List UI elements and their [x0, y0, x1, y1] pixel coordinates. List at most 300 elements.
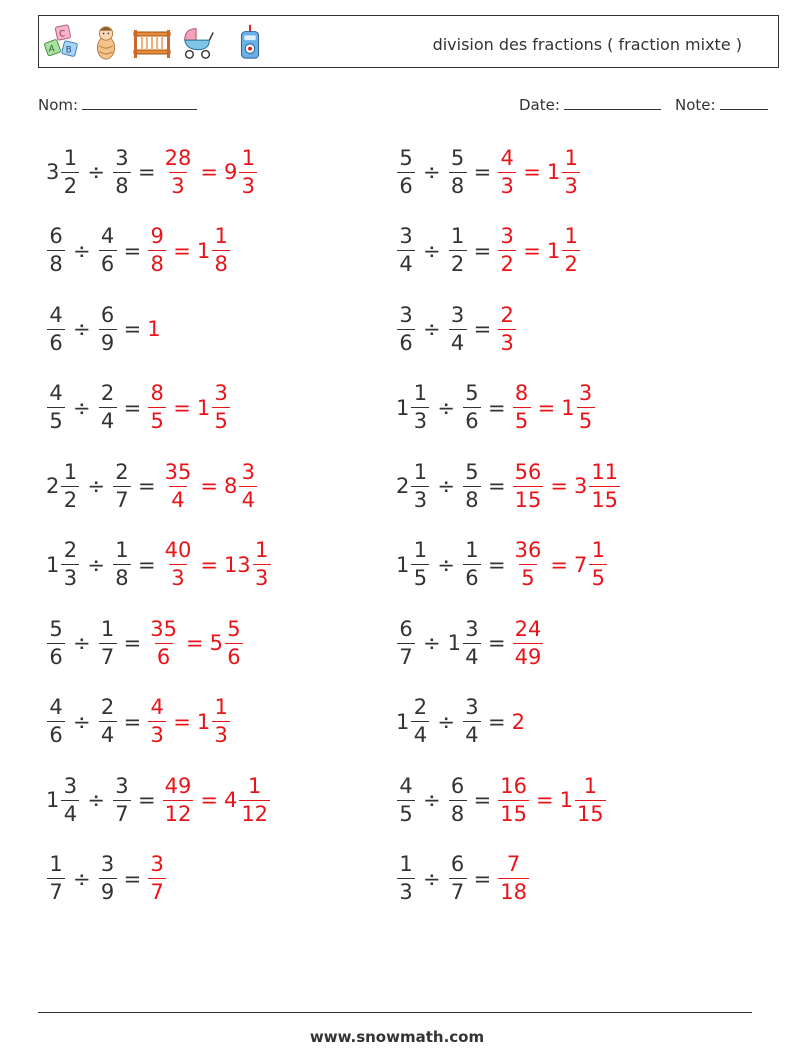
numerator: 11: [591, 459, 619, 484]
fraction: [61, 459, 79, 512]
denominator: 9: [99, 329, 117, 354]
whole-part: 1: [396, 395, 410, 420]
equals-sign: =: [123, 709, 142, 734]
mixed-number: [512, 616, 545, 669]
numerator: 8: [150, 381, 164, 405]
mixed-number: [462, 697, 482, 746]
fraction: [47, 697, 65, 746]
fraction: [148, 226, 166, 275]
numerator: 4: [49, 695, 63, 719]
numerator: 2: [115, 459, 129, 484]
fraction: [449, 302, 467, 355]
fraction: [239, 145, 257, 198]
whole-part: 1: [196, 709, 211, 734]
whole-part: 1: [396, 709, 410, 734]
numerator: 4: [399, 773, 413, 798]
mixed-number: [98, 616, 118, 669]
numerator: 4: [150, 695, 164, 719]
denominator: 8: [212, 250, 230, 275]
equals-sign: =: [123, 317, 142, 341]
denominator: 5: [397, 800, 415, 825]
fraction: [498, 773, 529, 826]
name-field: [38, 93, 197, 114]
fraction: [253, 540, 271, 589]
fraction: [589, 459, 620, 512]
mixed-number: [396, 773, 416, 826]
fraction: [99, 226, 117, 275]
numerator: 6: [49, 224, 63, 248]
problem-item: [46, 142, 258, 202]
problem-item: [396, 299, 517, 359]
denominator: 12: [164, 801, 192, 826]
denominator: 2: [61, 172, 79, 197]
denominator: 5: [212, 407, 230, 432]
divide-sign: ÷: [423, 788, 441, 812]
numerator: 3: [465, 695, 479, 719]
divide-sign: ÷: [437, 709, 455, 734]
numerator: 3: [399, 302, 413, 327]
note-blank[interactable]: [720, 93, 768, 110]
fraction: [498, 226, 516, 275]
numerator: 5: [49, 616, 63, 641]
mixed-number: [497, 226, 517, 275]
denominator: 6: [463, 407, 481, 432]
fraction: [99, 383, 117, 432]
numerator: 3: [241, 459, 255, 484]
numerator: 1: [583, 773, 597, 798]
mixed-number: [448, 854, 468, 903]
denominator: 15: [591, 487, 619, 512]
mixed-number: [547, 226, 581, 275]
fraction: [513, 383, 531, 432]
numerator: 1: [115, 538, 129, 562]
numerator: 3: [450, 302, 465, 327]
fraction: [239, 773, 270, 826]
mixed-number: [396, 540, 430, 589]
fraction: [513, 459, 544, 512]
fraction: [47, 226, 65, 275]
whole-part: 1: [396, 552, 410, 577]
numerator: 1: [214, 695, 228, 719]
problem-item: [396, 142, 581, 202]
denominator: 9: [99, 878, 117, 903]
fraction: [498, 854, 529, 903]
denominator: 3: [562, 172, 580, 197]
numerator: 3: [500, 224, 514, 248]
numerator: 2: [100, 381, 115, 405]
mixed-number: [512, 540, 545, 589]
fraction: [99, 302, 117, 355]
divide-sign: ÷: [87, 160, 105, 184]
equals-sign: =: [123, 238, 142, 263]
fraction: [463, 697, 481, 746]
divide-sign: ÷: [73, 395, 91, 420]
denominator: 8: [113, 564, 131, 589]
mixed-number: [162, 540, 195, 589]
fraction: [163, 459, 194, 512]
denominator: 4: [99, 407, 117, 432]
equals-sign: =: [487, 709, 506, 734]
footer-divider: [38, 1012, 752, 1013]
whole-part: 2: [396, 474, 410, 498]
denominator: 3: [253, 564, 271, 589]
denominator: 4: [463, 643, 481, 668]
whole-part: 7: [573, 552, 588, 577]
numerator: 3: [115, 773, 129, 798]
fraction: [463, 383, 481, 432]
mixed-number: [46, 854, 66, 903]
mixed-number: [546, 145, 581, 198]
problem-item: [46, 770, 271, 830]
mixed-number: [98, 697, 118, 746]
divide-sign: ÷: [437, 395, 455, 420]
denominator: 4: [61, 800, 79, 825]
numerator: 1: [564, 145, 578, 170]
numerator: 3: [214, 381, 228, 405]
fraction: [449, 145, 467, 198]
mixed-number: [223, 773, 271, 826]
divide-sign: ÷: [437, 552, 455, 577]
numerator: 24: [514, 616, 542, 641]
mixed-number: [559, 773, 607, 826]
mixed-number: [197, 697, 231, 746]
mixed-number: [147, 317, 161, 341]
problem-item: [46, 221, 231, 281]
divide-sign: ÷: [87, 788, 105, 812]
fraction: [99, 854, 117, 903]
mixed-number: [497, 145, 517, 198]
fraction: [498, 302, 516, 355]
denominator: 3: [411, 486, 429, 511]
denominator: 7: [113, 486, 131, 511]
denominator: 6: [47, 721, 65, 746]
whole-part: 4: [223, 788, 238, 812]
mixed-number: [98, 854, 118, 903]
denominator: 6: [225, 643, 243, 668]
mixed-number: [209, 616, 244, 669]
equals-sign: =: [487, 395, 506, 420]
denominator: 12: [241, 801, 269, 826]
fraction: [397, 302, 415, 355]
problem-item: [46, 613, 244, 673]
fraction: [577, 383, 595, 432]
mixed-number: [197, 226, 231, 275]
denominator: 3: [169, 172, 187, 197]
numerator: 2: [63, 538, 78, 562]
numerator: 5: [465, 381, 479, 405]
mixed-number: [448, 773, 468, 826]
mixed-number: [223, 459, 258, 512]
mixed-number: [396, 697, 430, 746]
note-field: [675, 93, 768, 114]
equals-sign: =: [123, 631, 142, 655]
whole-part: 9: [223, 160, 238, 184]
denominator: 4: [169, 486, 187, 511]
fraction: [61, 773, 79, 826]
date-field: [519, 93, 661, 114]
equals-sign: =: [173, 709, 191, 734]
mixed-number: [497, 302, 517, 355]
fraction: [449, 854, 467, 903]
denominator: 3: [411, 407, 429, 432]
denominator: 6: [99, 250, 117, 275]
denominator: 8: [463, 486, 481, 511]
numerator: 40: [164, 538, 192, 562]
equals-sign: =: [200, 552, 218, 577]
divide-sign: ÷: [87, 552, 105, 577]
numerator: 1: [100, 616, 115, 641]
denominator: 4: [463, 721, 481, 746]
denominator: 4: [397, 250, 415, 275]
mixed-number: [147, 616, 180, 669]
fraction: [113, 459, 131, 512]
mixed-number: [512, 459, 545, 512]
equals-sign: =: [535, 788, 554, 812]
fraction: [148, 616, 179, 669]
mixed-number: [497, 854, 530, 903]
numerator: 1: [49, 852, 63, 876]
mixed-number: [396, 226, 416, 275]
divide-sign: ÷: [73, 709, 91, 734]
divide-sign: ÷: [73, 631, 91, 655]
abc-blocks-icon: [43, 22, 81, 62]
svg-text:A: A: [48, 44, 55, 55]
equals-sign: =: [473, 788, 492, 812]
numerator: 3: [150, 852, 164, 876]
problem-item: [396, 770, 607, 830]
fraction: [397, 773, 415, 826]
denominator: 3: [397, 878, 415, 903]
denominator: 2: [498, 250, 516, 275]
mixed-number: [574, 540, 608, 589]
denominator: 6: [47, 643, 65, 668]
denominator: 4: [449, 329, 467, 354]
problem-item: [396, 849, 530, 909]
numerator: 1: [399, 852, 413, 876]
crib-icon: [131, 22, 173, 62]
equals-sign: =: [173, 395, 191, 420]
numerator: 1: [413, 459, 428, 484]
divide-sign: ÷: [87, 474, 105, 498]
equals-sign: =: [200, 788, 218, 812]
mixed-number: [512, 710, 526, 734]
numerator: 3: [63, 773, 78, 798]
denominator: 3: [498, 172, 516, 197]
fraction: [463, 616, 481, 669]
numerator: 2: [413, 695, 428, 719]
mixed-number: [98, 226, 118, 275]
whole-part: 1: [147, 317, 161, 341]
denominator: 8: [113, 172, 131, 197]
numerator: 5: [399, 145, 413, 170]
fraction: [575, 773, 606, 826]
whole-part: 1: [546, 160, 561, 184]
problem-item: [396, 221, 581, 281]
problem-item: [396, 378, 596, 438]
fraction: [397, 854, 415, 903]
mixed-number: [46, 697, 66, 746]
denominator: 5: [411, 564, 429, 589]
denominator: 18: [500, 880, 527, 904]
equals-sign: =: [137, 552, 156, 577]
denominator: 15: [500, 801, 527, 826]
mixed-number: [462, 383, 482, 432]
equals-sign: =: [473, 317, 492, 341]
equals-sign: =: [200, 474, 218, 498]
baby-monitor-icon: [231, 22, 269, 62]
mixed-number: [561, 383, 595, 432]
numerator: 5: [227, 616, 241, 641]
equals-sign: =: [200, 160, 218, 184]
denominator: 3: [148, 721, 166, 746]
fraction: [562, 145, 580, 198]
numerator: 1: [413, 381, 428, 405]
mixed-number: [147, 383, 167, 432]
mixed-number: [396, 383, 430, 432]
mixed-number: [112, 459, 132, 512]
mixed-number: [147, 226, 167, 275]
denominator: 2: [562, 250, 580, 275]
denominator: 6: [397, 172, 415, 197]
problem-item: [396, 535, 608, 595]
whole-part: 1: [559, 788, 573, 812]
denominator: 6: [463, 564, 481, 589]
fraction: [163, 145, 194, 198]
equals-sign: =: [137, 788, 156, 812]
denominator: 5: [148, 407, 166, 432]
mixed-number: [46, 302, 66, 355]
divide-sign: ÷: [423, 317, 441, 341]
whole-part: 2: [46, 474, 60, 498]
denominator: 5: [513, 407, 531, 432]
denominator: 6: [47, 329, 65, 354]
mixed-number: [98, 302, 118, 355]
denominator: 6: [397, 329, 415, 354]
equals-sign: =: [487, 552, 506, 577]
denominator: 6: [155, 643, 173, 668]
mixed-number: [112, 145, 132, 198]
equals-sign: =: [123, 395, 142, 420]
mixed-number: [112, 540, 132, 589]
denominator: 15: [576, 801, 604, 826]
equals-sign: =: [173, 238, 191, 263]
numerator: 1: [63, 459, 78, 484]
problem-item: [46, 299, 162, 359]
fraction: [212, 383, 230, 432]
denominator: 3: [239, 172, 257, 197]
mixed-number: [46, 540, 80, 589]
header-box: [38, 15, 779, 68]
denominator: 4: [239, 486, 257, 511]
numerator: 1: [254, 538, 269, 562]
fraction: [411, 459, 429, 512]
whole-part: 5: [209, 631, 223, 655]
mixed-number: [448, 302, 468, 355]
whole-part: 1: [447, 631, 461, 655]
numerator: 1: [214, 224, 228, 248]
whole-part: 1: [196, 395, 211, 420]
denominator: 8: [47, 250, 65, 275]
numerator: 4: [49, 381, 63, 405]
mixed-number: [512, 383, 532, 432]
mixed-number: [46, 773, 80, 826]
name-blank[interactable]: [82, 93, 197, 110]
numerator: 16: [500, 773, 527, 798]
numerator: 35: [150, 616, 177, 641]
numerator: 2: [500, 302, 514, 327]
mixed-number: [46, 616, 66, 669]
equals-sign: =: [137, 474, 156, 498]
denominator: 7: [449, 878, 467, 903]
denominator: 8: [449, 172, 467, 197]
problem-item: [46, 378, 231, 438]
numerator: 35: [164, 459, 192, 484]
numerator: 56: [514, 459, 542, 484]
date-blank[interactable]: [564, 93, 661, 110]
numerator: 1: [241, 145, 255, 170]
mixed-number: [46, 383, 66, 432]
whole-part: 1: [196, 238, 211, 263]
fraction: [61, 540, 79, 589]
denominator: 7: [99, 643, 117, 668]
fraction: [397, 145, 415, 198]
numerator: 3: [578, 381, 593, 405]
numerator: 49: [164, 773, 192, 798]
mixed-number: [396, 616, 416, 669]
fraction: [163, 773, 194, 826]
fraction: [562, 226, 580, 275]
whole-part: 1: [561, 395, 575, 420]
numerator: 28: [164, 145, 192, 170]
fraction: [212, 226, 230, 275]
mixed-number: [46, 226, 66, 275]
numerator: 3: [399, 224, 413, 248]
numerator: 1: [450, 224, 465, 248]
numerator: 1: [591, 538, 605, 562]
fraction: [589, 540, 607, 589]
mixed-number: [448, 226, 468, 275]
denominator: 4: [411, 721, 429, 746]
problem-item: [396, 456, 621, 516]
problem-item: [396, 692, 526, 752]
numerator: 1: [63, 145, 78, 170]
problem-item: [46, 692, 231, 752]
whole-part: 2: [511, 709, 525, 734]
denominator: 5: [47, 407, 65, 432]
fraction: [411, 383, 429, 432]
header-icons: [43, 20, 269, 64]
problem-item: [46, 456, 258, 516]
equals-sign: =: [550, 474, 568, 498]
denominator: 8: [449, 800, 467, 825]
svg-text:C: C: [59, 29, 66, 40]
numerator: 1: [564, 224, 578, 248]
fraction: [449, 773, 467, 826]
denominator: 5: [589, 564, 607, 589]
numerator: 1: [465, 538, 479, 562]
fraction: [239, 459, 257, 512]
numerator: 3: [100, 852, 115, 876]
mixed-number: [162, 773, 195, 826]
problem-item: [46, 849, 167, 909]
numerator: 1: [413, 538, 428, 562]
numerator: 8: [514, 381, 529, 405]
mixed-number: [112, 773, 132, 826]
equals-sign: =: [487, 631, 506, 655]
equals-sign: =: [550, 552, 568, 577]
fraction: [47, 854, 65, 903]
denominator: 7: [397, 643, 415, 668]
